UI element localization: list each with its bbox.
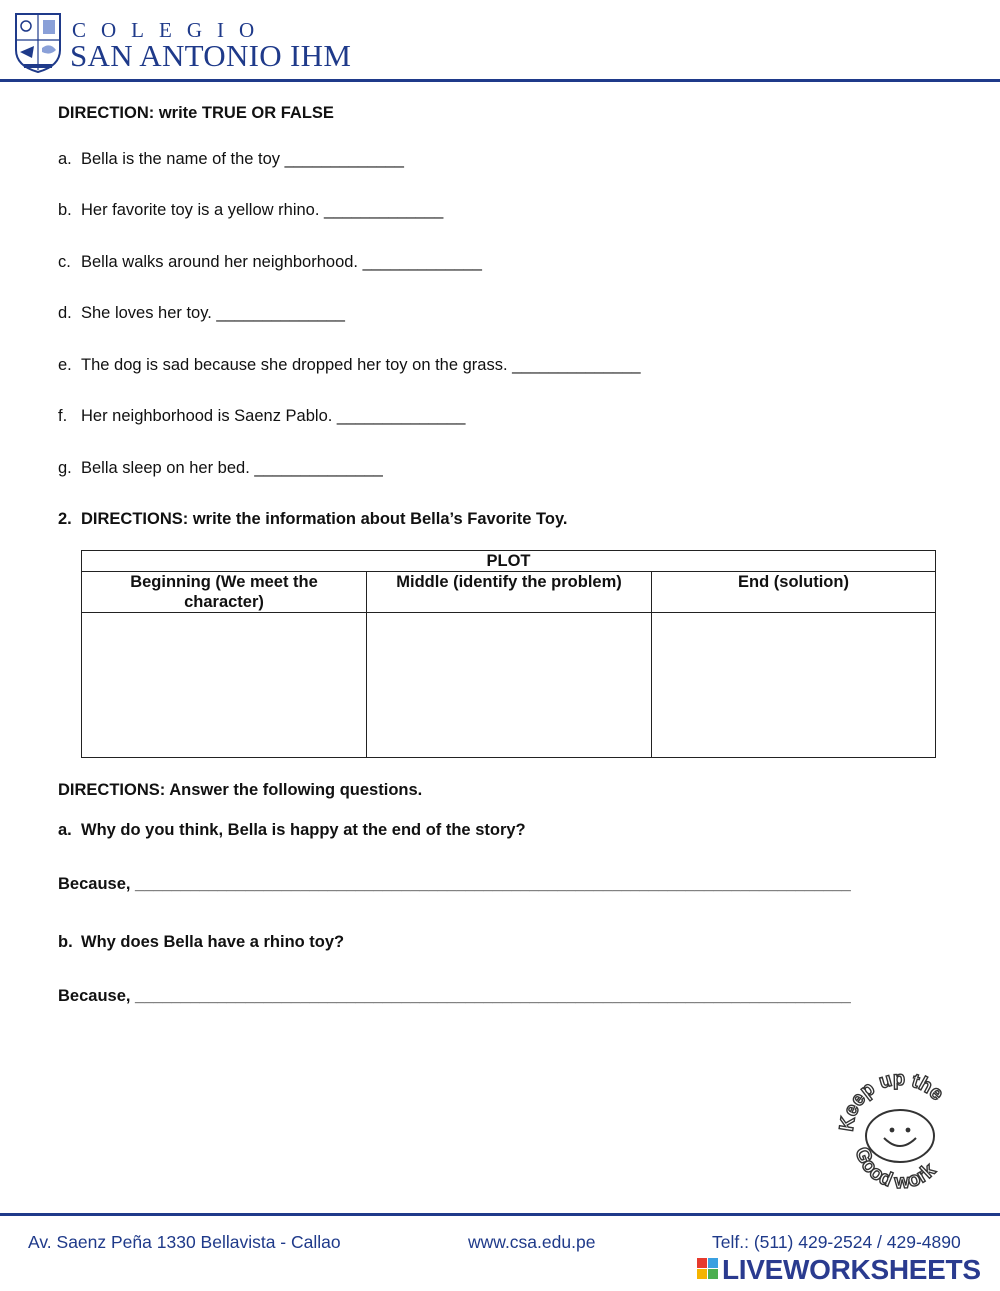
- item-letter: e.: [58, 356, 72, 374]
- true-false-item-d: [58, 304, 345, 323]
- true-false-item-e: [58, 356, 641, 375]
- footer-address: Av. Saenz Peña 1330 Bellavista - Callao: [28, 1232, 341, 1252]
- keep-up-good-work-stamp: [835, 1070, 965, 1195]
- question-text: Why does Bella have a rhino toy?: [81, 933, 345, 951]
- true-false-item-b: [58, 201, 443, 220]
- item-letter: g.: [58, 459, 72, 477]
- item-letter: c.: [58, 253, 71, 271]
- school-name: SAN ANTONIO IHM: [70, 38, 352, 73]
- true-false-item-f: [58, 407, 465, 426]
- colegio-label: COLEGIO: [72, 18, 270, 42]
- item-text: Bella is the name of the toy _____________: [81, 150, 404, 168]
- smiley-icon: [866, 1110, 934, 1162]
- question-b: [58, 933, 344, 952]
- true-false-item-a: [58, 150, 404, 169]
- direction-true-false: DIRECTION: write TRUE OR FALSE: [58, 104, 334, 122]
- liveworksheets-logo-icon: [697, 1254, 719, 1286]
- answer-line-b[interactable]: Because, ______________________________________________________________________________: [58, 987, 851, 1005]
- plot-title: PLOT: [82, 551, 936, 572]
- item-letter: d.: [58, 304, 72, 322]
- question-letter: b.: [58, 933, 73, 951]
- item-letter: a.: [58, 150, 72, 168]
- stamp-bottom-text: Good work: [850, 1144, 941, 1194]
- direction-questions: DIRECTIONS: Answer the following questions.: [58, 781, 423, 799]
- item-letter: f.: [58, 407, 68, 425]
- true-false-item-c: [58, 253, 482, 272]
- question-text: Why do you think, Bella is happy at the end of the story?: [81, 821, 526, 839]
- item-text: Her neighborhood is Saenz Pablo. ______________: [81, 407, 466, 425]
- plot-table: [81, 550, 936, 758]
- question-a: [58, 821, 526, 840]
- item-text: Bella sleep on her bed. ______________: [81, 459, 383, 477]
- footer-website[interactable]: www.csa.edu.pe: [468, 1232, 596, 1252]
- footer-phone: Telf.: (511) 429-2524 / 429-4890: [712, 1232, 961, 1252]
- section-number: 2.: [58, 510, 72, 528]
- item-text: The dog is sad because she dropped her toy on the grass. ______________: [81, 356, 641, 374]
- direction-plot-text: DIRECTIONS: write the information about Bella’s Favorite Toy.: [81, 510, 568, 528]
- question-letter: a.: [58, 821, 72, 839]
- plot-answer-beginning[interactable]: [82, 613, 367, 758]
- plot-column-beginning: [82, 572, 367, 613]
- true-false-item-g: [58, 459, 383, 478]
- plot-column-end: End (solution): [652, 572, 936, 613]
- plot-answer-end[interactable]: [652, 613, 936, 758]
- plot-answer-middle[interactable]: [367, 613, 652, 758]
- item-text: Bella walks around her neighborhood. _____________: [81, 253, 482, 271]
- direction-plot: [58, 510, 568, 529]
- plot-column-middle: Middle (identify the problem): [367, 572, 652, 613]
- answer-line-a[interactable]: Because, ______________________________________________________________________________: [58, 875, 851, 893]
- liveworksheets-brand[interactable]: LIVEWORKSHEETS: [722, 1254, 981, 1285]
- header-divider: [0, 79, 1000, 82]
- plot-column-beginning-label: Beginning (We meet the character): [130, 573, 318, 611]
- item-text: She loves her toy. ______________: [81, 304, 345, 322]
- item-text: Her favorite toy is a yellow rhino. _____________: [81, 201, 444, 219]
- item-letter: b.: [58, 201, 72, 219]
- footer-divider: [0, 1213, 1000, 1216]
- school-crest-icon: [14, 12, 62, 74]
- stamp-top-text: Keep up the: [835, 1070, 948, 1133]
